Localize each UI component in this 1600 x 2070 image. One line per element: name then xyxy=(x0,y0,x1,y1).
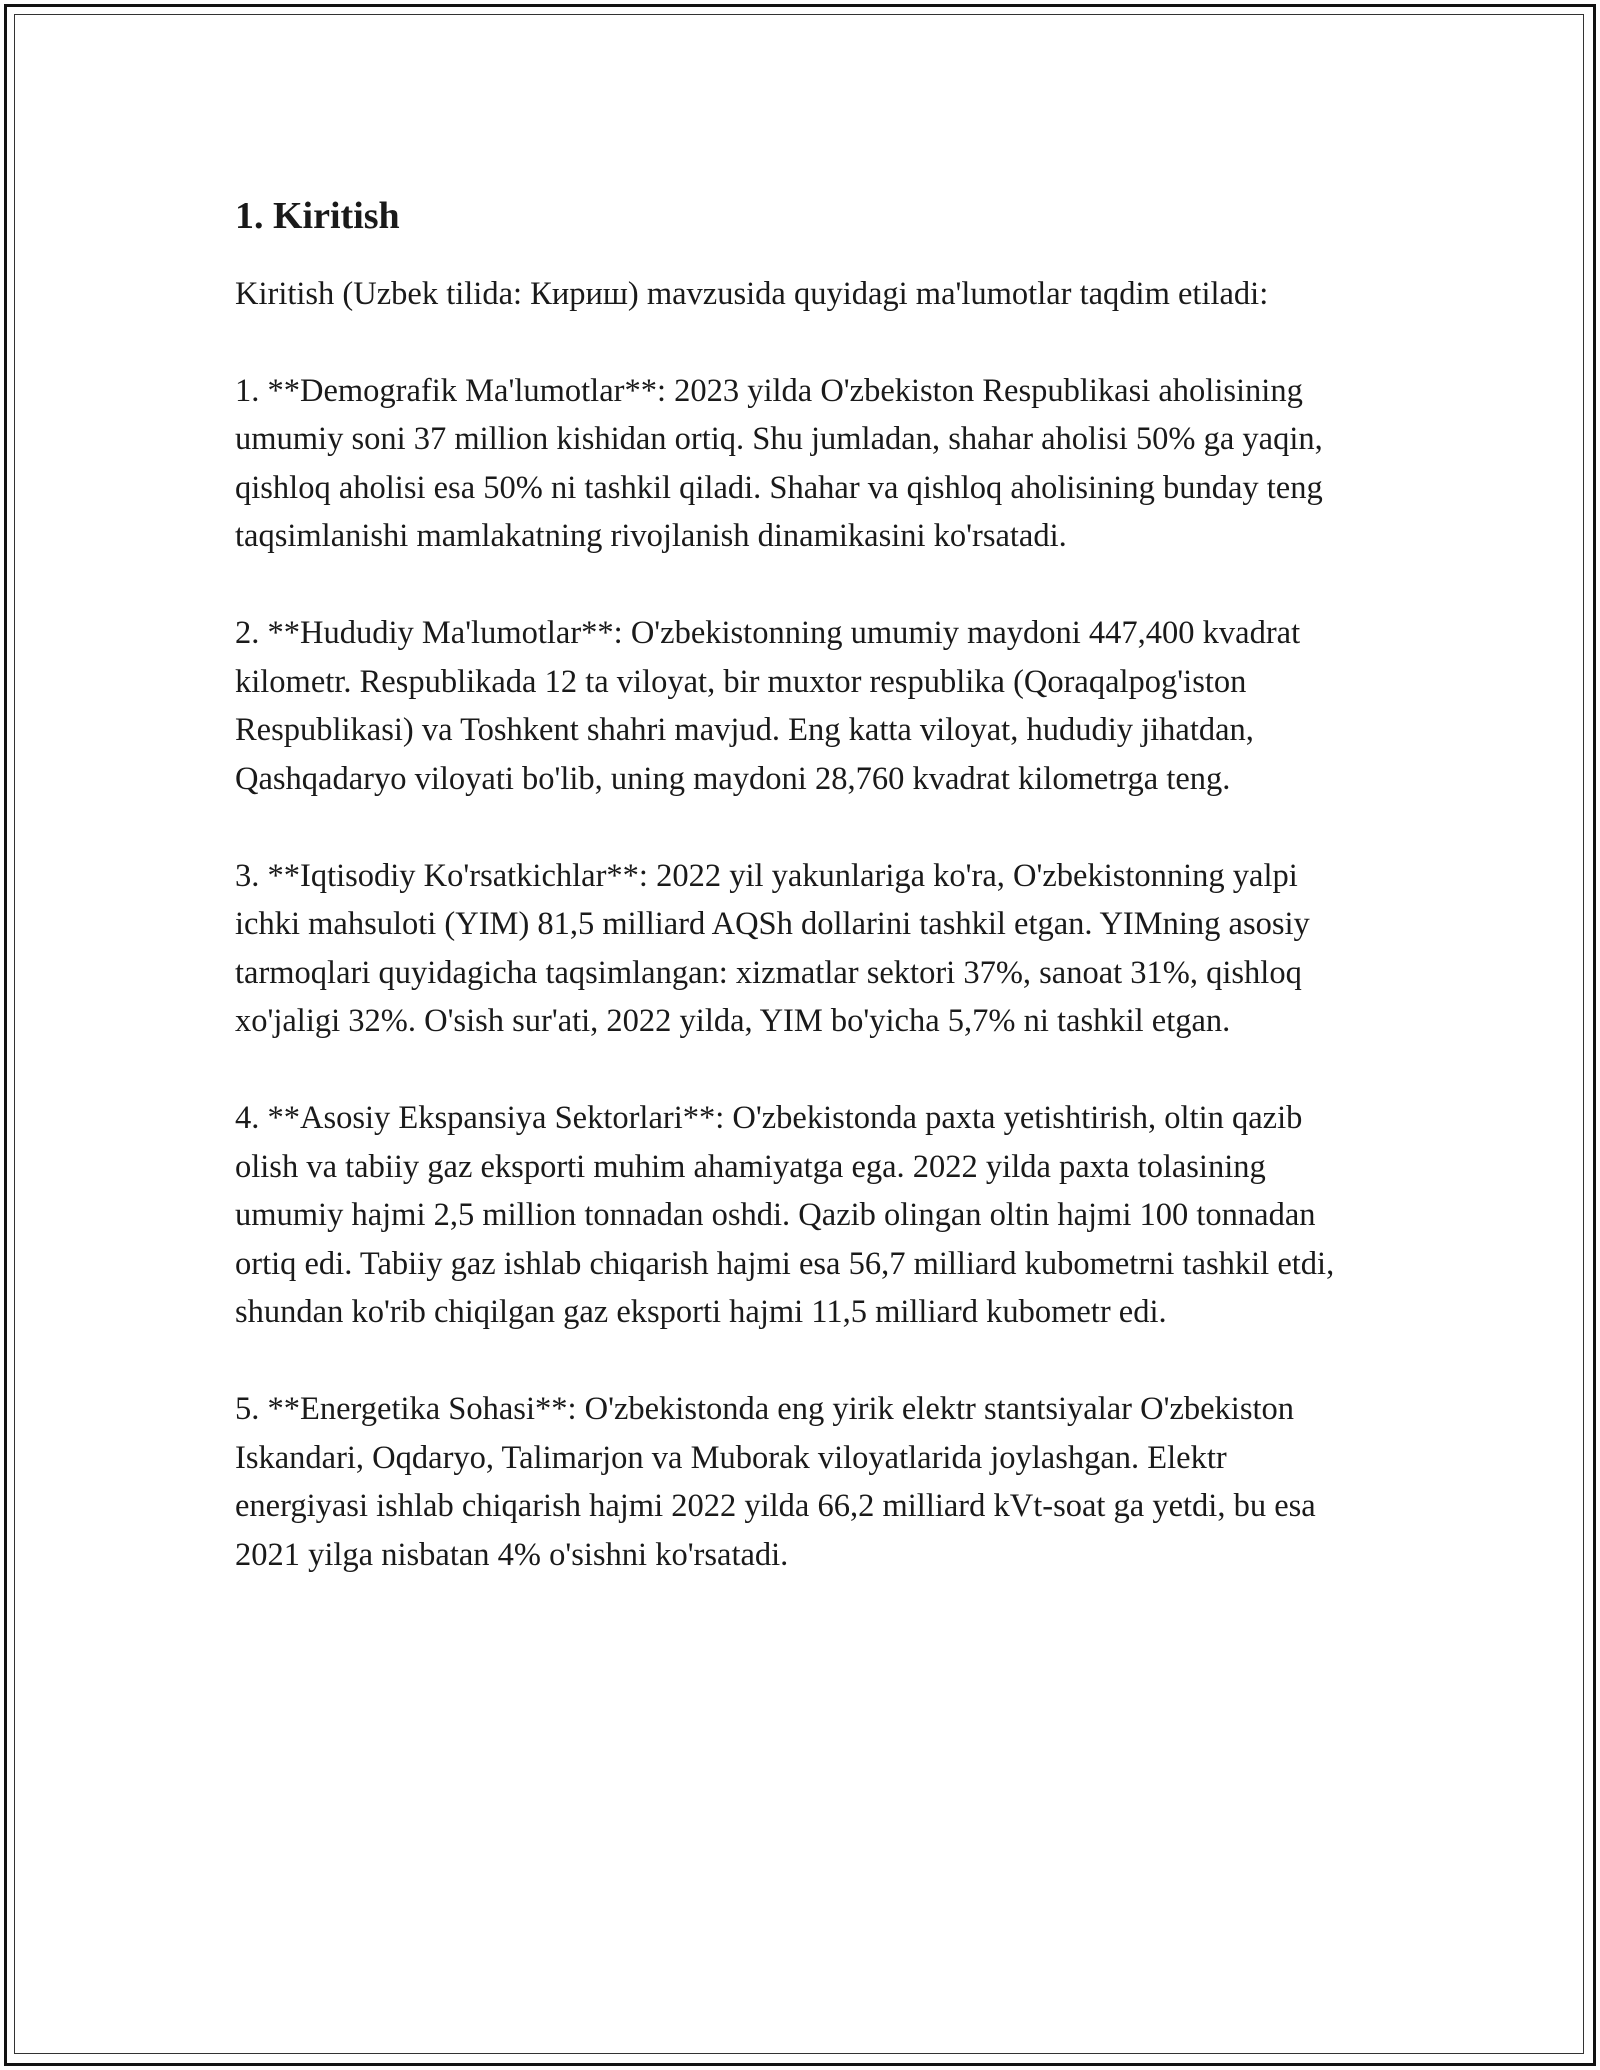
section-heading: 1. Kiritish xyxy=(235,195,400,237)
economic-paragraph: 3. **Iqtisodiy Ko'rsatkichlar**: 2022 yil yakunlariga ko'ra, O'zbekistonning yalpi ichki mahsuloti (YIM) 81,5 milliard AQSh dollarini tashkil etgan. YIMning asosiy tarmoqlari quyidagicha taqsimlangan: xizmatlar sektori 37%, sanoat 31%, qishloq xo'jaligi 32%. O'sish sur'ati, 2022 yilda, YIM bo'yicha 5,7% ni tashkil etgan. xyxy=(235,857,1310,1040)
territorial-paragraph: 2. **Hududiy Ma'lumotlar**: O'zbekistonning umumiy maydoni 447,400 kvadrat kilometr. Respublikada 12 ta viloyat, bir muxtor respublika (Qoraqalpog'iston Respublikasi) va Toshkent shahri mavjud. Eng katta viloyat, hududiy jihatdan, Qashqadaryo viloyati bo'lib, uning maydoni 28,760 kvadrat kilometrga teng. xyxy=(235,615,1301,797)
energy-paragraph: 5. **Energetika Sohasi**: O'zbekistonda eng yirik elektr stantsiyalar O'zbekiston Iskandari, Oqdaryo, Talimarjon va Muborak viloyatlarida joylashgan. Elektr energiyasi ishlab chiqarish hajmi 2022 yilda 66,2 milliard kVt-soat ga yetdi, bu esa 2021 yilga nisbatan 4% o'sishni ko'rsatadi. xyxy=(235,1391,1316,1573)
demographic-paragraph: 1. **Demografik Ma'lumotlar**: 2023 yilda O'zbekiston Respublikasi aholisining umumiy soni 37 million kishidan ortiq. Shu jumladan, shahar aholisi 50% ga yaqin, qishloq aholisi esa 50% ni tashkil qiladi. Shahar va qishloq aholisining bunday teng taqsimlanishi mamlakatning rivojlanish dinamikasini ko'rsatadi. xyxy=(235,372,1323,555)
expansion-sectors-paragraph: 4. **Asosiy Ekspansiya Sektorlari**: O'zbekistonda paxta yetishtirish, oltin qazib olish va tabiiy gaz eksporti muhim ahamiyatga ega. 2022 yilda paxta tolasining umumiy hajmi 2,5 million tonnadan oshdi. Qazib olingan oltin hajmi 100 tonnadan ortiq edi. Tabiiy gaz ishlab chiqarish hajmi esa 56,7 milliard kubometrni tashkil etdi, shundan ko'rib chiqilgan gaz eksporti hajmi 11,5 milliard kubometr edi. xyxy=(235,1100,1335,1331)
document-body xyxy=(235,180,1365,1628)
intro-paragraph: Kiritish (Uzbek tilida: Кириш) mavzusida quyidagi ma'lumotlar taqdim etiladi: xyxy=(235,275,1269,312)
